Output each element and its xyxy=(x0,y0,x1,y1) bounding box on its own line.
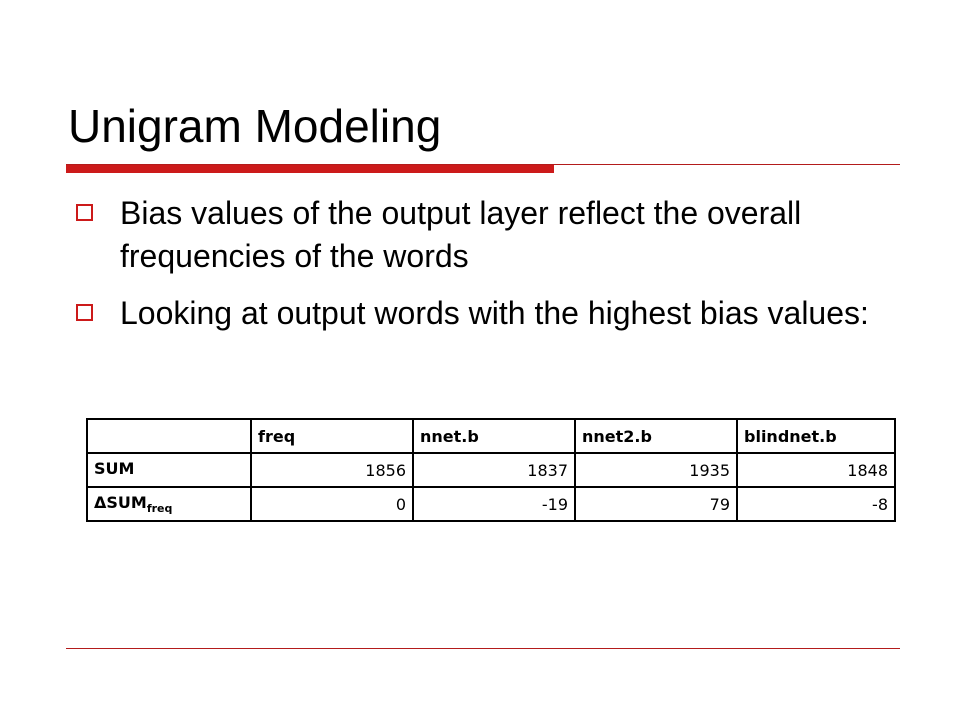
table-row xyxy=(87,453,895,487)
title-accent-bar xyxy=(66,165,554,173)
table-cell: 1837 xyxy=(413,453,575,487)
table-cell: 0 xyxy=(251,487,413,521)
table-cell: -8 xyxy=(737,487,895,521)
row-label-delta-sum xyxy=(87,487,251,521)
slide-title: Unigram Modeling xyxy=(68,100,442,152)
table-header-nnet2-b: nnet2.b xyxy=(575,419,737,453)
table-cell: 79 xyxy=(575,487,737,521)
table-cell: 1848 xyxy=(737,453,895,487)
table-header-freq: freq xyxy=(251,419,413,453)
square-bullet-icon xyxy=(76,304,93,321)
bullet-item xyxy=(76,192,876,278)
bullet-text: Bias values of the output layer reflect the overall frequencies of the words xyxy=(120,195,802,274)
footer-divider-line xyxy=(66,648,900,649)
table-cell: -19 xyxy=(413,487,575,521)
row-label-text: SUM xyxy=(94,459,135,478)
table-header-corner xyxy=(87,419,251,453)
table-cell: 1935 xyxy=(575,453,737,487)
row-label-subscript: freq xyxy=(146,502,173,515)
table-row xyxy=(87,487,895,521)
row-label-sum xyxy=(87,453,251,487)
table-cell: 1856 xyxy=(251,453,413,487)
table-header-blindnet-b: blindnet.b xyxy=(737,419,895,453)
bullet-list xyxy=(76,192,876,349)
row-label-text: ΔSUM xyxy=(94,493,147,512)
square-bullet-icon xyxy=(76,204,93,221)
bias-sum-table xyxy=(86,418,896,522)
table-header-row xyxy=(87,419,895,453)
bullet-text: Looking at output words with the highest bias values: xyxy=(120,295,869,331)
table-header-nnet-b: nnet.b xyxy=(413,419,575,453)
bullet-item xyxy=(76,292,876,335)
